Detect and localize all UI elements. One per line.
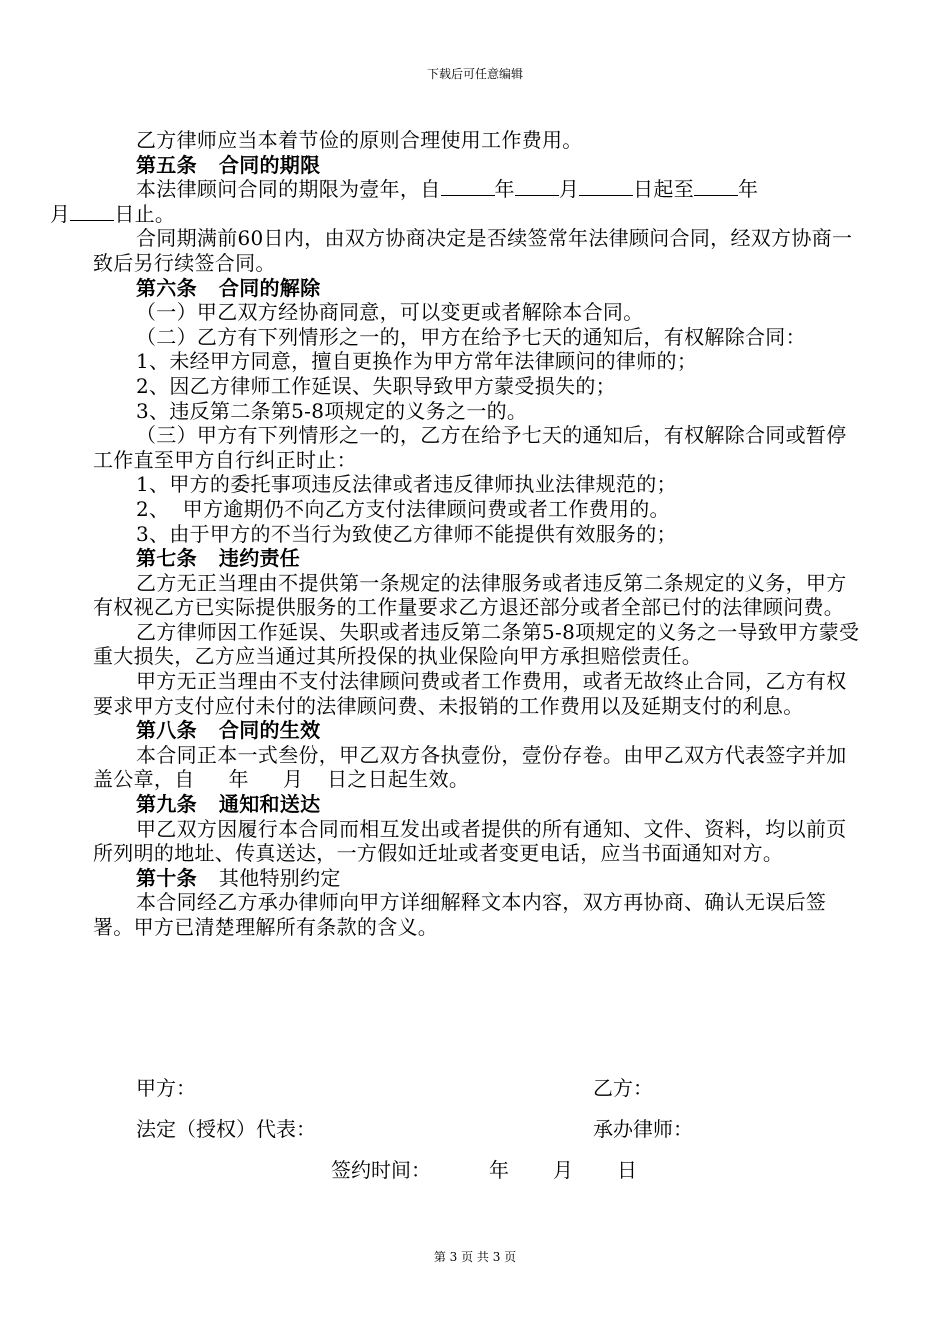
day-from-label: 日起至 bbox=[633, 177, 695, 202]
article-8-number: 第八条 bbox=[136, 718, 197, 743]
article-8-heading bbox=[93, 718, 863, 743]
article-6-item-2-2: 2、因乙方律师工作延误、失职导致甲方蒙受损失的； bbox=[136, 373, 616, 398]
year-label-2: 年 bbox=[738, 177, 759, 202]
signing-month-label: 月 bbox=[553, 1158, 573, 1182]
article-9-paragraph: 甲乙双方因履行本合同而相互发出或者提供的所有通知、文件、资料，均以前页所列明的地址、传真送达，一方假如迁址或者变更电话，应当书面通知对方。 bbox=[93, 816, 847, 866]
article-7-paragraph-1: 乙方无正当理由不提供第一条规定的法律服务或者违反第二条规定的义务，甲方有权视乙方已实际提供服务的工作量要求乙方退还部分或者全部已付的法律顾问费。 bbox=[93, 570, 847, 620]
effect-month-label: 月 bbox=[282, 767, 304, 792]
article-5-name: 合同的期限 bbox=[218, 152, 321, 177]
article-5-term-paragraph bbox=[50, 177, 863, 226]
end-label: 日止。 bbox=[114, 201, 176, 226]
signing-day-label: 日 bbox=[617, 1158, 637, 1182]
contract-body bbox=[50, 128, 863, 940]
signing-year-label: 年 bbox=[489, 1158, 509, 1182]
effect-end-label: 日之日起生效。 bbox=[327, 767, 470, 792]
start-year-blank[interactable] bbox=[441, 177, 495, 196]
month-label-2: 月 bbox=[50, 201, 71, 226]
article-6-item-2-1: 1、未经甲方同意，擅自更换作为甲方常年法律顾问的律师的； bbox=[136, 349, 698, 374]
term-text: 本法律顾问合同的期限为壹年，自 bbox=[136, 177, 441, 202]
article-7-paragraph-3: 甲方无正当理由不支付法律顾问费或者工作费用，或者无故终止合同，乙方有权要求甲方支付应付未付的法律顾问费、未报销的工作费用以及延期支付的利息。 bbox=[93, 669, 847, 718]
effect-year-label: 年 bbox=[228, 767, 249, 792]
article-8-paragraph bbox=[93, 743, 863, 792]
article-7-paragraph-2: 乙方律师因工作延误、失职或者违反第二条第5-8项规定的义务之一导致甲方蒙受重大损失，乙方应当通过其所投保的执业保险向甲方承担赔偿责任。 bbox=[93, 619, 860, 669]
article-10-name: 其他特别约定 bbox=[218, 865, 341, 890]
end-year-blank[interactable] bbox=[694, 177, 738, 196]
end-day-blank[interactable] bbox=[70, 202, 114, 221]
article-10-paragraph: 本合同经乙方承办律师向甲方详细解释文本内容，双方再协商、确认无误后签署。甲方已清楚理解所有条款的含义。 bbox=[93, 890, 827, 939]
article-5-number: 第五条 bbox=[136, 152, 197, 177]
year-label: 年 bbox=[494, 177, 515, 202]
article-10-number: 第十条 bbox=[136, 865, 197, 890]
article-5-renewal-paragraph: 合同期满前60日内，由双方协商决定是否续签常年法律顾问合同，经双方协商一致后另行续签合同。 bbox=[93, 226, 853, 275]
article-7-heading bbox=[93, 546, 863, 571]
representative-label: 法定（授权）代表： bbox=[136, 1117, 316, 1141]
article-6-number: 第六条 bbox=[136, 275, 197, 300]
article-9-name: 通知和送达 bbox=[218, 792, 321, 817]
effect-text: 本合同正本一式叁份，甲乙双方各执壹份，壹份存卷。由甲乙双方代表签字并加盖公章，自 bbox=[93, 742, 847, 792]
article-6-item-3-1: 1、甲方的委托事项违反法律或者违反律师执业法律规范的； bbox=[136, 472, 677, 497]
article-9-heading bbox=[93, 792, 863, 817]
article-6-item-2: （二）乙方有下列情形之一的，甲方在给予七天的通知后，有权解除合同： bbox=[136, 324, 806, 349]
article-7-number: 第七条 bbox=[136, 546, 197, 571]
month-label: 月 bbox=[558, 177, 580, 202]
page-header-note: 下载后可任意编辑 bbox=[426, 67, 523, 81]
paragraph-cost: 乙方律师应当本着节俭的原则合理使用工作费用。 bbox=[136, 128, 583, 152]
article-6-item-3-2: 2、 甲方逾期仍不向乙方支付法律顾问费或者工作费用的。 bbox=[136, 496, 670, 521]
article-8-name: 合同的生效 bbox=[218, 718, 321, 743]
article-6-item-2-3: 3、违反第二条第5-8项规定的义务之一的。 bbox=[136, 398, 528, 423]
start-month-blank[interactable] bbox=[515, 177, 559, 196]
article-6-item-1: （一）甲乙双方经协商同意，可以变更或者解除本合同。 bbox=[136, 300, 644, 325]
party-a-label: 甲方： bbox=[136, 1076, 196, 1100]
article-5-heading bbox=[93, 153, 863, 178]
page-number: 第 3 页 共 3 页 bbox=[433, 1250, 517, 1264]
article-9-number: 第九条 bbox=[136, 792, 197, 817]
start-day-blank[interactable] bbox=[579, 177, 633, 196]
article-6-item-3: （三）甲方有下列情形之一的，乙方在给予七天的通知后，有权解除合同或暂停工作直至甲方自行纠正时止： bbox=[93, 423, 847, 472]
article-6-name: 合同的解除 bbox=[218, 275, 321, 300]
lawyer-label: 承办律师： bbox=[593, 1117, 693, 1141]
article-10-heading bbox=[93, 866, 863, 891]
party-b-label: 乙方： bbox=[593, 1076, 653, 1100]
article-6-item-3-3: 3、由于甲方的不当行为致使乙方律师不能提供有效服务的； bbox=[136, 521, 677, 546]
article-7-name: 违约责任 bbox=[218, 546, 301, 571]
signing-date-line bbox=[331, 1158, 637, 1182]
signing-date-label: 签约时间： bbox=[331, 1158, 431, 1182]
article-6-heading bbox=[93, 276, 863, 301]
